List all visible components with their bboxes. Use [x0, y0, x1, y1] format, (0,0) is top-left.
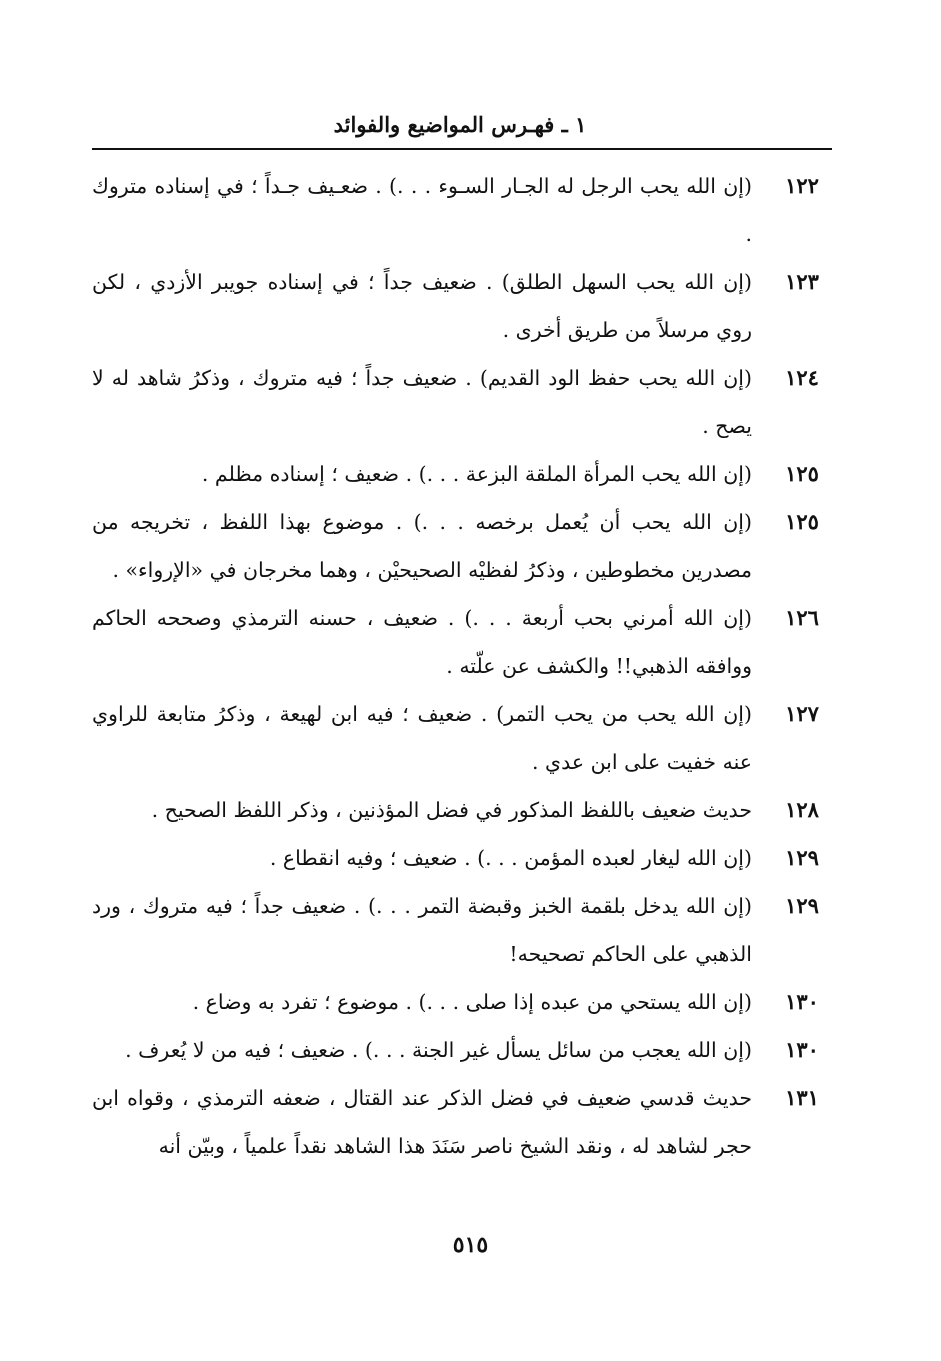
entry-text: (إن الله يحب المرأة الملقة البزعة . . .) . ضعيف ؛ إسناده مظلم . — [201, 462, 752, 486]
entry-text: (إن الله يحب من يحب التمر) . ضعيف ؛ فيه ابن لهيعة ، وذكرُ متابعة للراوي عنه خفيت على ابن عدي . — [92, 702, 752, 774]
index-entry — [92, 834, 832, 882]
entry-number: ١٢٩ — [785, 893, 819, 918]
entry-text: (إن الله يستحي من عبده إذا صلى . . .) . موضوع ؛ تفرد به وضاع . — [192, 990, 752, 1014]
entry-number: ١٣٠ — [785, 989, 819, 1014]
entry-number: ١٢٦ — [785, 605, 819, 630]
entry-number: ١٢٧ — [785, 701, 819, 726]
entry-number: ١٢٨ — [785, 797, 819, 822]
index-entry — [92, 162, 832, 258]
entry-text: (إن الله يحب السهل الطلق) . ضعيف جداً ؛ في إسناده جويبر الأزدي ، لكن روي مرسلاً من طريق أخرى . — [92, 270, 752, 342]
index-entry — [92, 594, 832, 690]
entry-number: ١٣٠ — [785, 1037, 819, 1062]
entry-number: ١٢٥ — [785, 509, 819, 534]
page-title: ١ ـ فهـرس المواضيع والفوائد — [333, 112, 587, 137]
entry-text: (إن الله يدخل بلقمة الخبز وقبضة التمر . . .) . ضعيف جداً ؛ فيه متروك ، ورد الذهبي على الحاكم تصحيحه! — [92, 894, 752, 966]
index-entry — [92, 978, 832, 1026]
entry-text: (إن الله يحب حفظ الود القديم) . ضعيف جداً ؛ فيه متروك ، وذكرُ شاهد له لا يصح . — [92, 366, 752, 438]
entry-text: (إن الله يحب الرجل له الجـار السـوء . . .) . ضعـيف جـداً ؛ في إسناده متروك . — [92, 174, 752, 246]
entry-number: ١٢٢ — [785, 173, 819, 198]
index-entry — [92, 786, 832, 834]
index-entries — [92, 162, 832, 1170]
entry-text: حديث ضعيف باللفظ المذكور في فضل المؤذنين ، وذكر اللفظ الصحيح . — [151, 798, 752, 822]
entry-text: (إن الله ليغار لعبده المؤمن . . .) . ضعيف ؛ وفيه انقطاع . — [269, 846, 752, 870]
entry-text: (إن الله يحب أن يُعمل برخصه . . .) . موضوع بهذا اللفظ ، تخريجه من مصدرين مخطوطين ، وذكرُ لفظيْه الصحيحيْن ، وهما مخرجان في «الإرواء» . — [92, 510, 752, 582]
index-entry — [92, 1074, 832, 1170]
header-divider — [92, 148, 832, 150]
index-entry — [92, 690, 832, 786]
entry-number: ١٢٩ — [785, 845, 819, 870]
index-entry — [92, 354, 832, 450]
entry-number: ١٢٤ — [785, 365, 819, 390]
entry-text: حديث قدسي ضعيف في فضل الذكر عند القتال ، ضعفه الترمذي ، وقواه ابن حجر لشاهد له ، ونقد الشيخ ناصر سَنَدَ هذا الشاهد نقداً علمياً ، وبيّن أنه — [92, 1086, 752, 1158]
entry-text: (إن الله أمرني بحب أربعة . . .) . ضعيف ، حسنه الترمذي وصححه الحاكم ووافقه الذهبي!! والكشف عن علّته . — [92, 606, 752, 678]
index-entry — [92, 258, 832, 354]
index-entry — [92, 882, 832, 978]
index-entry — [92, 498, 832, 594]
entry-number: ١٢٥ — [785, 461, 819, 486]
page-number: ٥١٥ — [452, 1232, 489, 1258]
entry-text: (إن الله يعجب من سائل يسأل غير الجنة . . .) . ضعيف ؛ فيه من لا يُعرف . — [125, 1038, 752, 1062]
entry-number: ١٢٣ — [785, 269, 819, 294]
index-entry — [92, 450, 832, 498]
index-entry — [92, 1026, 832, 1074]
entry-number: ١٣١ — [785, 1085, 819, 1110]
